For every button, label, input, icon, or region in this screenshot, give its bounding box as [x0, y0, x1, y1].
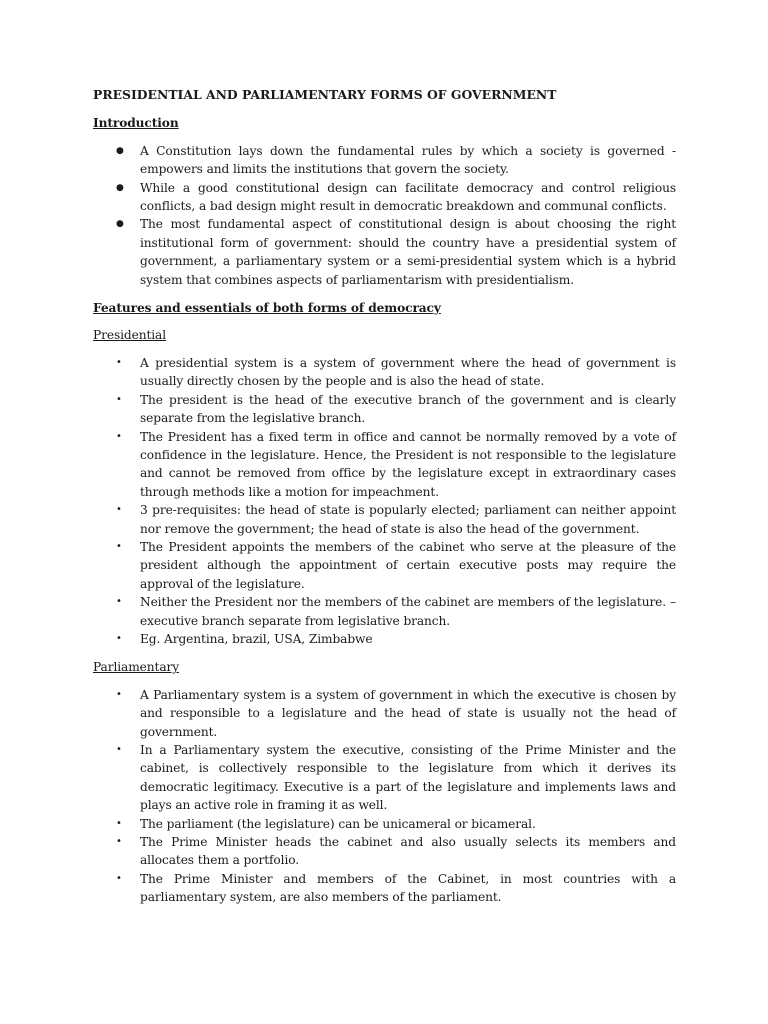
list-item — [93, 215, 676, 289]
bullet-icon: • — [116, 817, 122, 829]
list-item — [93, 593, 676, 630]
list-item — [93, 833, 676, 870]
parliamentary-list — [93, 686, 676, 907]
list-item-text: The president is the head of the executive branch of the government and is clearly separate from the legislative branch. — [140, 392, 676, 426]
bullet-icon: ● — [116, 219, 124, 230]
list-item-text: While a good constitutional design can facilitate democracy and control religious conflicts, a bad design might result in democratic breakdown and communal conflicts. — [140, 180, 676, 214]
introduction-list — [93, 142, 676, 289]
list-item-text: A Constitution lays down the fundamental rules by which a society is governed - empowers and limits the institutions that govern the society. — [140, 143, 676, 177]
list-item-text: A presidential system is a system of government where the head of government is usually directly chosen by the people and is also the head of state. — [140, 355, 676, 389]
bullet-icon: • — [116, 356, 122, 368]
bullet-icon: • — [116, 540, 122, 552]
list-item-text: The most fundamental aspect of constitutional design is about choosing the right institutional form of government: should the country have a presidential system of government, a parliamentary system or a semi-presidential system which is a hybrid system that combines aspects of parliamentarism with presidentialism. — [140, 217, 676, 287]
bullet-icon: • — [116, 596, 122, 608]
list-item — [93, 815, 676, 833]
list-item — [93, 142, 676, 179]
list-item-text: Neither the President nor the members of the cabinet are members of the legislature. – executive branch separate from legislative branch. — [140, 595, 676, 628]
list-item — [93, 354, 676, 391]
bullet-icon: • — [116, 393, 122, 405]
bullet-icon: ● — [116, 182, 124, 193]
list-item — [93, 741, 676, 815]
document-title: PRESIDENTIAL AND PARLIAMENTARY FORMS OF GOVERNMENT — [93, 87, 557, 102]
bullet-icon: • — [116, 836, 122, 848]
bullet-icon: • — [116, 744, 122, 755]
bullet-icon: • — [116, 632, 122, 644]
bullet-icon: • — [116, 430, 122, 442]
bullet-icon: • — [116, 504, 122, 516]
parliamentary-heading: Parliamentary — [93, 660, 179, 675]
list-item — [93, 630, 676, 648]
list-item-text: The President has a fixed term in office and cannot be normally removed by a vote of confidence in the legislature. Hence, the President is not responsible to the legislature and cannot be removed from office by the legislature except in extraordinary cases through methods like a motion for impeachment. — [140, 429, 676, 499]
list-item — [93, 428, 676, 502]
document-page — [93, 86, 676, 917]
bullet-icon: • — [116, 872, 122, 884]
list-item — [93, 686, 676, 741]
list-item-text: In a Parliamentary system the executive, consisting of the Prime Minister and the cabinet, is collectively responsible to the legislature from which it derives its democratic legitimacy. Executive is a part of the legislature and implements laws and plays an active role in framing it as well. — [140, 743, 676, 813]
list-item-text: The Prime Minister and members of the Cabinet, in most countries with a parliamentary system, are also members of the parliament. — [140, 871, 676, 905]
list-item-text: Eg. Argentina, brazil, USA, Zimbabwe — [140, 631, 373, 646]
presidential-list — [93, 354, 676, 649]
list-item — [93, 179, 676, 216]
list-item-text: The parliament (the legislature) can be unicameral or bicameral. — [140, 816, 536, 831]
list-item-text: The Prime Minister heads the cabinet and also usually selects its members and allocates them a portfolio. — [140, 835, 676, 868]
presidential-heading: Presidential — [93, 328, 167, 343]
list-item — [93, 870, 676, 907]
list-item-text: A Parliamentary system is a system of government in which the executive is chosen by and responsible to a legislature and the head of state is usually not the head of government. — [140, 687, 676, 739]
features-heading: Features and essentials of both forms of democracy — [93, 301, 441, 316]
introduction-heading: Introduction — [93, 116, 179, 131]
bullet-icon: ● — [116, 145, 124, 156]
list-item — [93, 391, 676, 428]
list-item-text: 3 pre-requisites: the head of state is popularly elected; parliament can neither appoint nor remove the government; the head of state is also the head of the government. — [140, 503, 676, 536]
list-item — [93, 538, 676, 593]
list-item-text: The President appoints the members of the cabinet who serve at the pleasure of the president although the appointment of certain executive posts may require the approval of the legislature. — [140, 539, 676, 591]
list-item — [93, 501, 676, 538]
bullet-icon: • — [116, 688, 122, 700]
